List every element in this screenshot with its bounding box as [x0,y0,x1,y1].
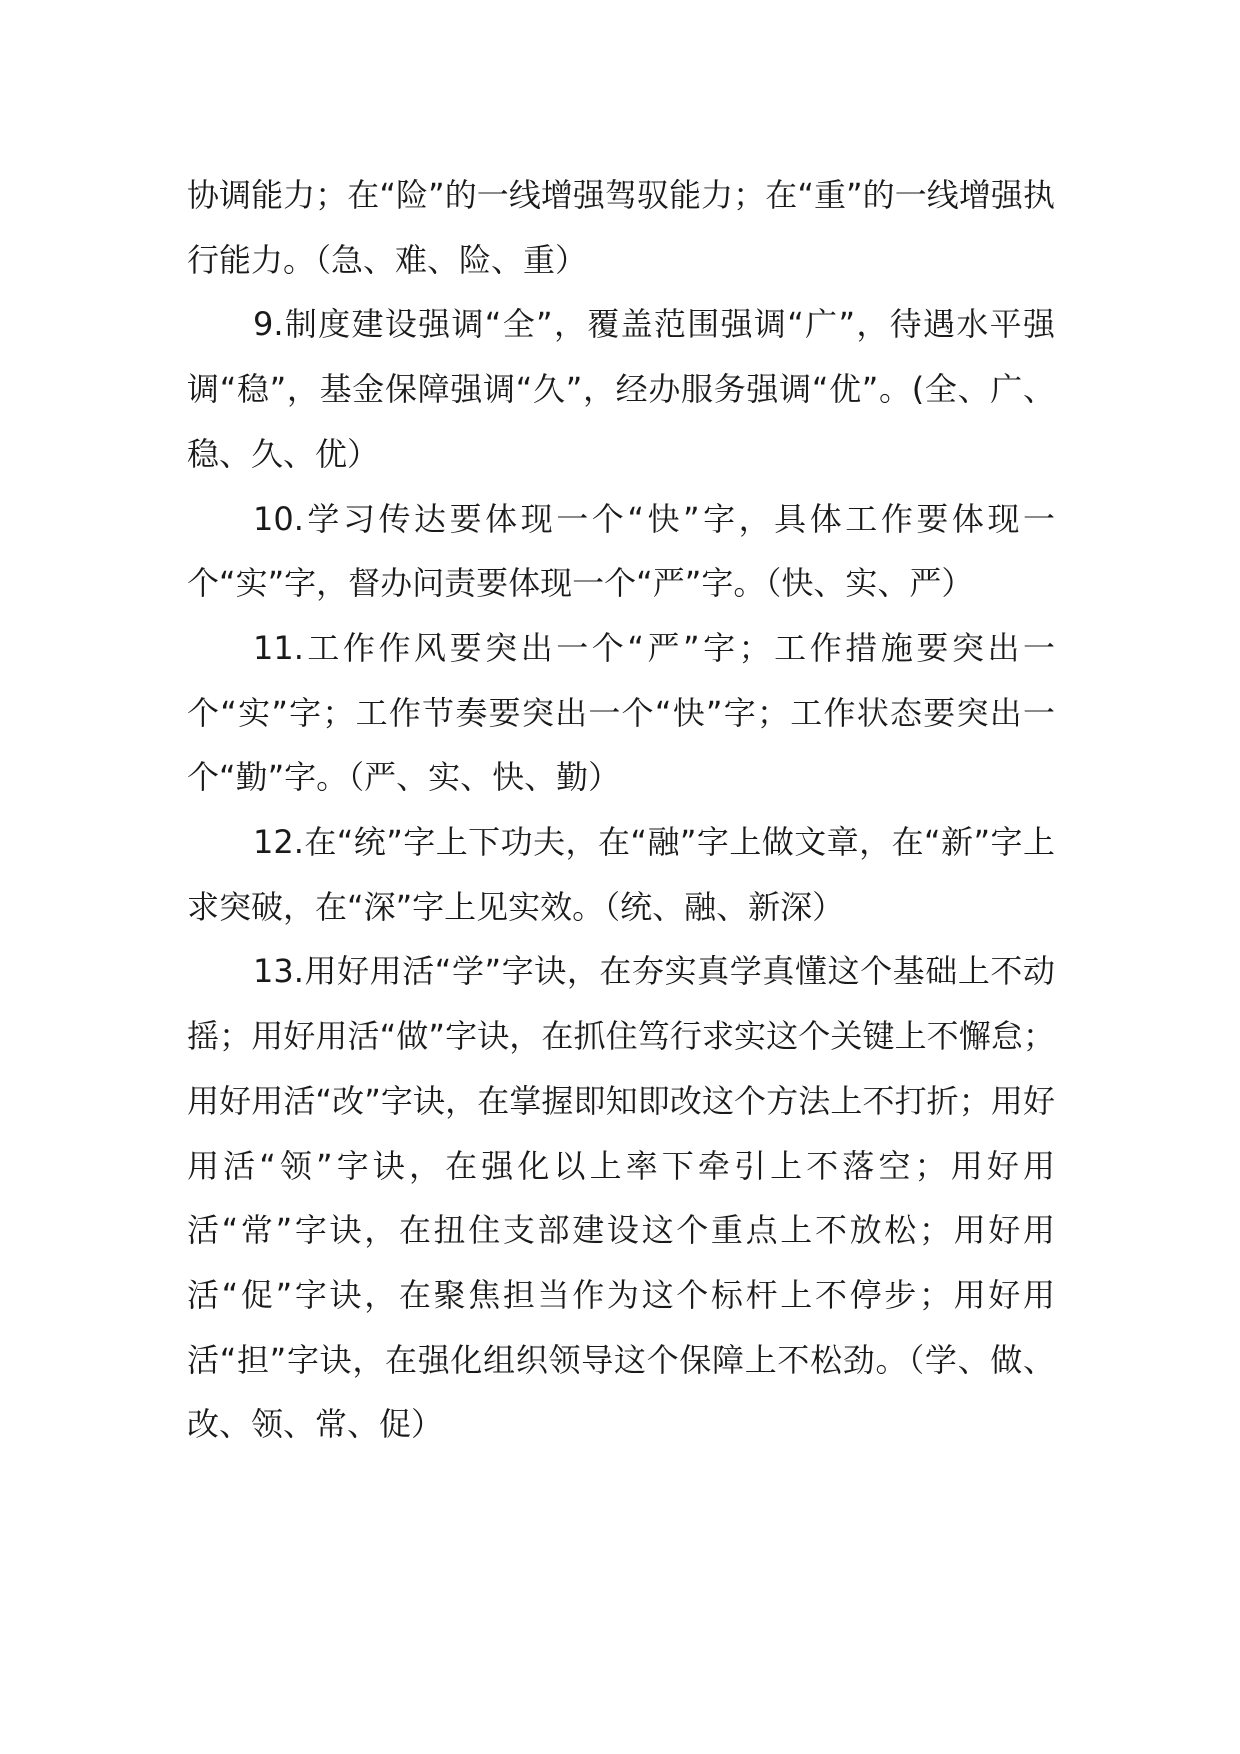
paragraph-10: 10.学习传达要体现一个“快”字，具体工作要体现一个“实”字，督办问责要体现一个“严”字。（快、实、严） [187,499,1055,603]
paragraph-12: 12.在“统”字上下功夫，在“融”字上做文章，在“新”字上求突破，在“深”字上见实效。（统、融、新深） [187,823,1055,926]
paragraph-13: 13.用好用活“学”字诀，在夯实真学真懂这个基础上不动摇；用好用活“做”字诀，在抓住笃行求实这个关键上不懈怠；用好用活“改”字诀，在掌握即知即改这个方法上不打折；用好用活“领”字诀，在强化以上率下牵引上不落空；用好用活“常”字诀，在扭住支部建设这个重点上不放松；用好用活“促”字诀，在聚焦担当作为这个标杆上不停步；用好用活“担”字诀，在强化组织领导这个保障上不松劲。（学、做、改、领、常、促） [187,952,1055,1444]
paragraph-11: 11.工作作风要突出一个“严”字；工作措施要突出一个“实”字；工作节奏要突出一个“快”字；工作状态要突出一个“勤”字。（严、实、快、勤） [187,628,1055,797]
paragraph-8-continued: 协调能力；在“险”的一线增强驾驭能力；在“重”的一线增强执行能力。（急、难、险、重） [187,176,1055,279]
paragraph-9: 9.制度建设强调“全”，覆盖范围强调“广”，待遇水平强调“稳”，基金保障强调“久”，经办服务强调“优”。(全、广、稳、久、优） [187,305,1055,473]
document-body [187,163,1055,1457]
